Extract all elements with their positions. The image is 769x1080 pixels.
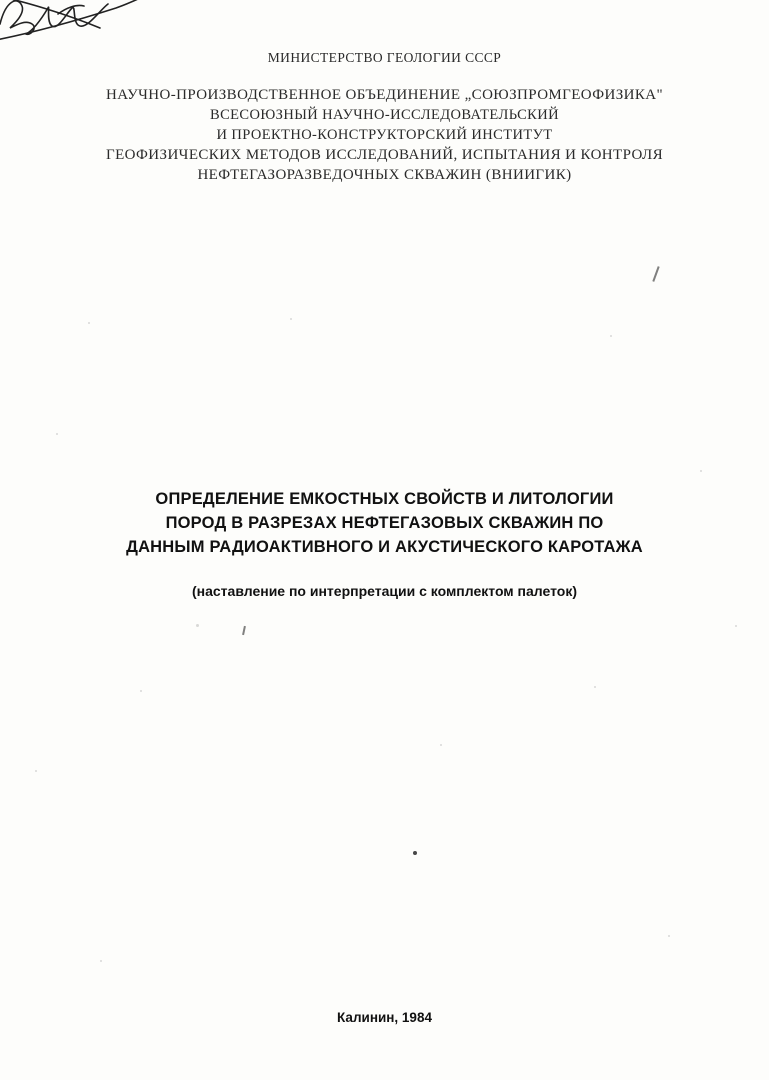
document-subtitle: (наставление по интерпретации с комплектом палеток) [191,583,577,599]
title-line-1: ОПРЕДЕЛЕНИЕ ЕМКОСТНЫХ СВОЙСТВ И ЛИТОЛОГИИ [155,490,614,508]
scan-speck [700,470,702,472]
organization-line-5: НЕФТЕГАЗОРАЗВЕДОЧНЫХ СКВАЖИН (ВНИИГИК) [197,167,572,183]
organization-line-2: ВСЕСОЮЗНЫЙ НАУЧНО-ИССЛЕДОВАТЕЛЬСКИЙ [210,107,559,123]
scan-speck [735,625,737,627]
scan-speck [594,686,596,688]
imprint-line: Калинин, 1984 [337,1010,432,1025]
scan-speck [440,744,442,746]
scan-speck [668,935,670,937]
title-line-3: ДАННЫМ РАДИОАКТИВНОГО И АКУСТИЧЕСКОГО КАРОТАЖА [126,538,643,556]
ministry-line: МИНИСТЕРСТВО ГЕОЛОГИИ СССР [267,50,502,65]
publisher-header [0,48,769,185]
organization-line-4: ГЕОФИЗИЧЕСКИХ МЕТОДОВ ИССЛЕДОВАНИЙ, ИСПЫТАНИЯ И КОНТРОЛЯ [106,147,663,163]
scan-speck [100,960,102,962]
stray-mark [652,266,659,282]
scan-speck [610,335,612,337]
scan-speck [88,322,90,324]
scan-speck [35,770,37,772]
scan-speck [196,624,199,627]
scan-speck [413,851,417,855]
stray-mark [242,626,246,635]
scan-speck [140,690,142,692]
organization-line-3: И ПРОЕКТНО-КОНСТРУКТОРСКИЙ ИНСТИТУТ [216,127,553,143]
scan-speck [290,318,292,320]
title-line-2: ПОРОД В РАЗРЕЗАХ НЕФТЕГАЗОВЫХ СКВАЖИН ПО [165,514,604,532]
organization-line-1: НАУЧНО-ПРОИЗВОДСТВЕННОЕ ОБЪЕДИНЕНИЕ „СОЮЗПРОМГЕОФИЗИКА" [105,87,664,103]
document-title [0,487,769,599]
scan-speck [56,433,58,435]
